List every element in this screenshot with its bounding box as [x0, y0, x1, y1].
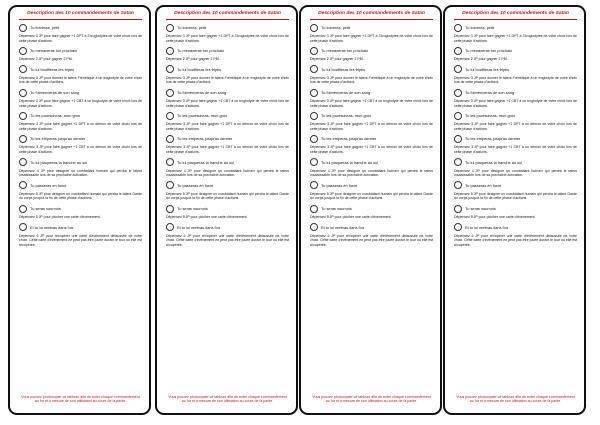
commandment-description: Dépensez 3 JP pour donner le talent Frénétique à un troglodyte de votre choix lors de cette phase d'actions.: [310, 75, 433, 85]
commandment-item: [19, 223, 142, 248]
commandment-item: [310, 204, 433, 220]
commandment-item: [454, 181, 577, 201]
commandment-header: [454, 111, 577, 120]
checkbox-circle-icon[interactable]: [310, 24, 318, 32]
commandment-header: [166, 223, 289, 232]
checkbox-circle-icon[interactable]: [166, 158, 174, 166]
commandment-list: [19, 23, 142, 247]
commandment-header: [454, 23, 577, 32]
commandment-description: Dépensez 3 JP pour faire gagner +1 DPT à un démon de votre choix lors de cette phase d'actions.: [454, 122, 577, 131]
commandment-item: [19, 134, 142, 154]
checkbox-circle-icon[interactable]: [166, 205, 174, 213]
commandment-name: Tu les poursuivras, mon gros: [30, 113, 81, 119]
commandment-header: [19, 23, 142, 32]
commandment-description: Dépensez 2 JP pour gagner 2 PM.: [454, 57, 508, 62]
checkbox-circle-icon[interactable]: [454, 223, 462, 231]
commandment-item: [310, 111, 433, 131]
commandment-description: Dépensez 5 JP pour désigner un combattant humain qui perdra le talent Garde du corps jusqu'à la fin de cette phase d'actions.: [454, 191, 577, 201]
commandment-item: [310, 134, 433, 154]
commandment-item: [166, 134, 289, 154]
checkbox-circle-icon[interactable]: [454, 135, 462, 143]
checkbox-circle-icon[interactable]: [19, 65, 27, 73]
commandment-description: Dépensez 5 JP pour désigner un combattant humain qui perdra le talent Garde du corps jusqu'à la fin de cette phase d'actions.: [19, 191, 142, 201]
commandment-item: [19, 111, 142, 131]
commandment-header: [310, 181, 433, 190]
commandment-description: Dépensez 3 JP pour donner le talent Frénétique à un troglodyte de votre choix lors de cette phase d'actions.: [166, 75, 289, 85]
checkbox-circle-icon[interactable]: [166, 112, 174, 120]
commandment-item: [166, 204, 289, 220]
commandment-name: Tu lui bouffleras les tripes: [177, 66, 222, 72]
commandment-item: [454, 46, 577, 62]
commandment-item: [19, 181, 142, 201]
commandment-name: Tu passeras en force: [321, 182, 358, 188]
commandment-description: Dépensez 4 JP pour désigner un combattant humain qui perdra le talent Insaisissable lors de sa prochaine activation.: [310, 168, 433, 178]
commandment-name: Tu les poursuivras, mon gros: [177, 113, 228, 119]
commandment-item: [19, 158, 142, 178]
commandment-header: [454, 134, 577, 143]
commandment-item: [166, 158, 289, 178]
commandment-header: [166, 158, 289, 167]
checkbox-circle-icon[interactable]: [19, 223, 27, 231]
commandment-item: [19, 88, 142, 108]
commandment-name: Tu les étriperas jusqu'au dernier: [465, 136, 521, 142]
checkbox-circle-icon[interactable]: [310, 112, 318, 120]
commandment-description: Dépensez 3 JP pour faire gagner +1 DPT à 3 troglodytes de votre choix lors de cette phase d'actions.: [310, 34, 433, 43]
checkbox-circle-icon[interactable]: [19, 112, 27, 120]
commandment-name: Tu les étriperas jusqu'au dernier: [321, 136, 377, 142]
checkbox-circle-icon[interactable]: [454, 181, 462, 189]
checkbox-circle-icon[interactable]: [166, 24, 174, 32]
checkbox-circle-icon[interactable]: [310, 223, 318, 231]
commandment-name: Tu passeras en force: [30, 182, 67, 188]
commandment-header: [310, 46, 433, 55]
card-title: Description des 10 commandements de Satan: [310, 11, 433, 20]
checkbox-circle-icon[interactable]: [454, 205, 462, 213]
commandment-description: Dépensez 5 JP pour désigner un combattant humain qui perdra le talent Garde du corps jusqu'à la fin de cette phase d'actions.: [310, 191, 433, 201]
checkbox-circle-icon[interactable]: [310, 158, 318, 166]
commandment-description: Dépensez 3 JP pour faire gagner +1 CBT à un troglodyte de votre choix lors de cette phase d'actions.: [166, 99, 289, 108]
commandment-description: Dépensez 3 JP pour faire gagner +1 CBT à un démon de votre choix lors de cette phase d'actions.: [454, 145, 577, 154]
checkbox-circle-icon[interactable]: [454, 112, 462, 120]
commandment-description: Dépensez 4 JP pour désigner un combattant humain qui perdra le talent Insaisissable lors de sa prochaine activation.: [454, 168, 577, 178]
commandment-description: Dépensez 2 JP pour gagner 2 PM.: [310, 57, 364, 62]
checkbox-circle-icon[interactable]: [19, 135, 27, 143]
commandment-description: Dépensez 3 JP pour faire gagner +1 DPT à un démon de votre choix lors de cette phase d'actions.: [166, 122, 289, 131]
commandment-header: [454, 158, 577, 167]
commandment-name: Tu t'abreuveras de son sang: [465, 90, 515, 96]
commandment-name: Et tu lui mettras dans l'os: [321, 224, 365, 230]
checkbox-circle-icon[interactable]: [454, 89, 462, 97]
commandment-name: Tu seras sournois: [30, 206, 61, 211]
commandment-item: [19, 23, 142, 43]
commandment-header: [19, 88, 142, 97]
commandments-card: [155, 5, 298, 415]
checkbox-circle-icon[interactable]: [310, 65, 318, 73]
commandment-name: Tu les étriperas jusqu'au dernier: [30, 136, 86, 142]
commandment-header: [310, 23, 433, 32]
commandment-description: Dépensez 5 JP pour piocher une carte d'événement.: [19, 215, 101, 219]
checkbox-circle-icon[interactable]: [19, 47, 27, 55]
commandment-description: Dépensez 3 JP pour faire gagner +1 CBT à un démon de votre choix lors de cette phase d'actions.: [310, 145, 433, 154]
card-title: Description des 10 commandements de Satan: [454, 11, 577, 20]
commandment-item: [454, 65, 577, 85]
commandment-name: Tu les étriperas jusqu'au dernier: [177, 136, 233, 142]
commandment-name: Tu t'abreuveras de son sang: [321, 90, 371, 96]
commandment-item: [454, 158, 577, 178]
commandment-header: [454, 88, 577, 97]
commandment-item: [166, 46, 289, 62]
commandment-description: Dépensez 5 JP pour piocher une carte d'événement.: [166, 215, 248, 219]
commandment-header: [166, 23, 289, 32]
checkbox-circle-icon[interactable]: [310, 205, 318, 213]
commandment-description: Dépensez 6 JP pour récupérer une carte d'événement défaussée de votre choix. Cette carte d'événement ne peut pas être jouée durant le tour où elle est récupérée.: [310, 233, 433, 247]
commandment-name: Tu menaceras ton prochain: [30, 48, 78, 54]
commandment-item: [310, 181, 433, 201]
checkbox-circle-icon[interactable]: [19, 24, 27, 32]
commandment-name: Tu t'abreuveras de son sang: [177, 90, 227, 96]
commandment-description: Dépensez 5 JP pour piocher une carte d'événement.: [454, 215, 536, 219]
commandment-header: [454, 181, 577, 190]
commandment-name: Tu seras sournois: [177, 206, 208, 211]
commandment-item: [310, 46, 433, 62]
commandment-description: Dépensez 4 JP pour désigner un combattant humain qui perdra le talent Insaisissable lors de sa prochaine activation.: [166, 168, 289, 178]
commandment-item: [166, 23, 289, 43]
checkbox-circle-icon[interactable]: [166, 89, 174, 97]
commandment-name: Tu lui plaqueras la tranche au sol: [465, 159, 523, 165]
commandment-header: [454, 204, 577, 213]
checkbox-circle-icon[interactable]: [166, 135, 174, 143]
commandment-header: [19, 65, 142, 74]
commandment-description: Dépensez 6 JP pour récupérer une carte d'événement défaussée de votre choix. Cette carte d'événement ne peut pas être jouée durant le tour où elle est récupérée.: [19, 233, 142, 247]
checkbox-circle-icon[interactable]: [19, 205, 27, 213]
commandment-header: [166, 181, 289, 190]
commandment-item: [19, 46, 142, 62]
checkbox-circle-icon[interactable]: [19, 158, 27, 166]
checkbox-circle-icon[interactable]: [454, 24, 462, 32]
commandments-card: [8, 5, 151, 415]
checkbox-circle-icon[interactable]: [166, 65, 174, 73]
card-title: Description des 10 commandements de Satan: [19, 11, 142, 20]
commandment-header: [166, 88, 289, 97]
commandment-name: Tu passeras en force: [465, 182, 502, 188]
commandment-description: Dépensez 5 JP pour désigner un combattant humain qui perdra le talent Garde du corps jusqu'à la fin de cette phase d'actions.: [166, 191, 289, 201]
commandment-item: [310, 65, 433, 85]
checkbox-circle-icon[interactable]: [166, 47, 174, 55]
commandment-description: Dépensez 3 JP pour faire gagner +1 CBT à un troglodyte de votre choix lors de cette phase d'actions.: [454, 99, 577, 108]
commandment-name: Tu seras sournois: [465, 206, 496, 211]
commandment-description: Dépensez 3 JP pour faire gagner +1 DPT à 3 troglodytes de votre choix lors de cette phase d'actions.: [19, 34, 142, 43]
commandment-name: Tu seras sournois: [321, 206, 352, 211]
commandment-name: Tu lui bouffleras les tripes: [30, 66, 75, 72]
checkbox-circle-icon[interactable]: [454, 65, 462, 73]
commandment-description: Dépensez 3 JP pour faire gagner +1 DPT à un démon de votre choix lors de cette phase d'actions.: [310, 122, 433, 131]
commandment-item: [310, 88, 433, 108]
commandment-name: Tu lui bouffleras les tripes: [321, 66, 366, 72]
commandment-description: Dépensez 3 JP pour faire gagner +1 CBT à un démon de votre choix lors de cette phase d'actions.: [19, 145, 142, 154]
checkbox-circle-icon[interactable]: [310, 135, 318, 143]
commandment-name: Tu forceras, petit: [321, 25, 351, 30]
commandment-description: Dépensez 5 JP pour piocher une carte d'événement.: [310, 215, 392, 219]
commandment-description: Dépensez 6 JP pour récupérer une carte d'événement défaussée de votre choix. Cette carte d'événement ne peut pas être jouée durant le tour où elle est récupérée.: [454, 233, 577, 247]
commandment-description: Dépensez 3 JP pour donner le talent Frénétique à un troglodyte de votre choix lors de cette phase d'actions.: [19, 75, 142, 85]
commandment-item: [166, 65, 289, 85]
card-footer-note: Vous pouvez photocopier ce tableau afin de noter chaque commandement au fur et à mesure de son utilisation au cours de la partie.: [168, 394, 287, 404]
commandment-item: [310, 23, 433, 43]
commandment-header: [454, 46, 577, 55]
commandment-item: [454, 204, 577, 220]
commandment-description: Dépensez 2 JP pour gagner 2 PM.: [166, 57, 220, 62]
commandment-description: Dépensez 3 JP pour faire gagner +1 DPT à un démon de votre choix lors de cette phase d'actions.: [19, 122, 142, 131]
commandment-description: Dépensez 3 JP pour faire gagner +1 DPT à 3 troglodytes de votre choix lors de cette phase d'actions.: [454, 34, 577, 43]
commandments-card: [299, 5, 442, 415]
commandment-header: [166, 111, 289, 120]
commandment-name: Et tu lui mettras dans l'os: [177, 224, 221, 230]
commandment-item: [166, 111, 289, 131]
commandment-header: [19, 158, 142, 167]
checkbox-circle-icon[interactable]: [310, 181, 318, 189]
commandment-description: Dépensez 3 JP pour faire gagner +1 CBT à un troglodyte de votre choix lors de cette phase d'actions.: [310, 99, 433, 108]
commandment-header: [310, 158, 433, 167]
commandment-description: Dépensez 6 JP pour récupérer une carte d'événement défaussée de votre choix. Cette carte d'événement ne peut pas être jouée durant le tour où elle est récupérée.: [166, 233, 289, 247]
commandment-name: Tu lui plaqueras la tranche au sol: [177, 159, 235, 165]
commandment-description: Dépensez 3 JP pour faire gagner +1 DPT à 3 troglodytes de votre choix lors de cette phase d'actions.: [166, 34, 289, 43]
commandment-header: [310, 111, 433, 120]
commandment-description: Dépensez 3 JP pour donner le talent Frénétique à un troglodyte de votre choix lors de cette phase d'actions.: [454, 75, 577, 85]
commandments-card: [443, 5, 586, 415]
commandment-item: [454, 223, 577, 248]
checkbox-circle-icon[interactable]: [310, 89, 318, 97]
commandment-item: [454, 88, 577, 108]
commandment-name: Et tu lui mettras dans l'os: [30, 224, 74, 230]
commandment-header: [19, 111, 142, 120]
commandment-header: [19, 223, 142, 232]
commandment-header: [454, 65, 577, 74]
commandment-header: [166, 204, 289, 213]
commandment-name: Tu t'abreuveras de son sang: [30, 90, 80, 96]
commandment-name: Tu forceras, petit: [465, 25, 495, 30]
checkbox-circle-icon[interactable]: [166, 181, 174, 189]
card-title: Description des 10 commandements de Satan: [166, 11, 289, 20]
commandment-item: [454, 23, 577, 43]
commandment-name: Tu lui plaqueras la tranche au sol: [30, 159, 88, 165]
commandment-header: [454, 223, 577, 232]
card-footer-note: Vous pouvez photocopier ce tableau afin de noter chaque commandement au fur et à mesure de son utilisation au cours de la partie.: [21, 394, 140, 404]
commandment-header: [166, 65, 289, 74]
commandment-header: [310, 65, 433, 74]
commandment-name: Tu les poursuivras, mon gros: [465, 113, 516, 119]
checkbox-circle-icon[interactable]: [166, 223, 174, 231]
checkbox-circle-icon[interactable]: [19, 89, 27, 97]
commandment-header: [19, 181, 142, 190]
checkbox-circle-icon[interactable]: [310, 47, 318, 55]
commandment-name: Tu les poursuivras, mon gros: [321, 113, 372, 119]
commandment-item: [310, 223, 433, 248]
commandment-name: Tu lui plaqueras la tranche au sol: [321, 159, 379, 165]
commandment-header: [19, 204, 142, 213]
commandment-header: [166, 134, 289, 143]
checkbox-circle-icon[interactable]: [454, 47, 462, 55]
commandment-name: Tu forceras, petit: [30, 25, 60, 30]
commandment-description: Dépensez 3 JP pour faire gagner +1 CBT à un troglodyte de votre choix lors de cette phase d'actions.: [19, 99, 142, 108]
commandment-header: [310, 223, 433, 232]
commandment-header: [19, 46, 142, 55]
commandment-name: Tu lui bouffleras les tripes: [465, 66, 510, 72]
commandment-item: [166, 88, 289, 108]
commandment-header: [310, 88, 433, 97]
commandment-description: Dépensez 3 JP pour faire gagner +1 CBT à un démon de votre choix lors de cette phase d'actions.: [166, 145, 289, 154]
commandment-header: [19, 134, 142, 143]
commandment-item: [310, 158, 433, 178]
commandment-item: [19, 65, 142, 85]
commandment-item: [166, 223, 289, 248]
commandment-description: Dépensez 4 JP pour désigner un combattant humain qui perdra le talent Insaisissable lors de sa prochaine activation.: [19, 168, 142, 178]
commandment-name: Tu passeras en force: [177, 182, 214, 188]
commandment-name: Tu menaceras ton prochain: [321, 48, 369, 54]
commandment-header: [310, 134, 433, 143]
commandment-item: [454, 111, 577, 131]
commandment-name: Tu menaceras ton prochain: [465, 48, 513, 54]
commandment-list: [310, 23, 433, 247]
commandment-item: [454, 134, 577, 154]
commandment-item: [19, 204, 142, 220]
checkbox-circle-icon[interactable]: [454, 158, 462, 166]
checkbox-circle-icon[interactable]: [19, 181, 27, 189]
commandment-name: Et tu lui mettras dans l'os: [465, 224, 509, 230]
commandment-item: [166, 181, 289, 201]
commandment-description: Dépensez 2 JP pour gagner 2 PM.: [19, 57, 73, 62]
commandment-header: [310, 204, 433, 213]
commandment-list: [166, 23, 289, 247]
commandment-name: Tu menaceras ton prochain: [177, 48, 225, 54]
commandment-header: [166, 46, 289, 55]
commandment-list: [454, 23, 577, 247]
card-footer-note: Vous pouvez photocopier ce tableau afin de noter chaque commandement au fur et à mesure de son utilisation au cours de la partie.: [312, 394, 431, 404]
commandment-name: Tu forceras, petit: [177, 25, 207, 30]
card-footer-note: Vous pouvez photocopier ce tableau afin de noter chaque commandement au fur et à mesure de son utilisation au cours de la partie.: [456, 394, 575, 404]
